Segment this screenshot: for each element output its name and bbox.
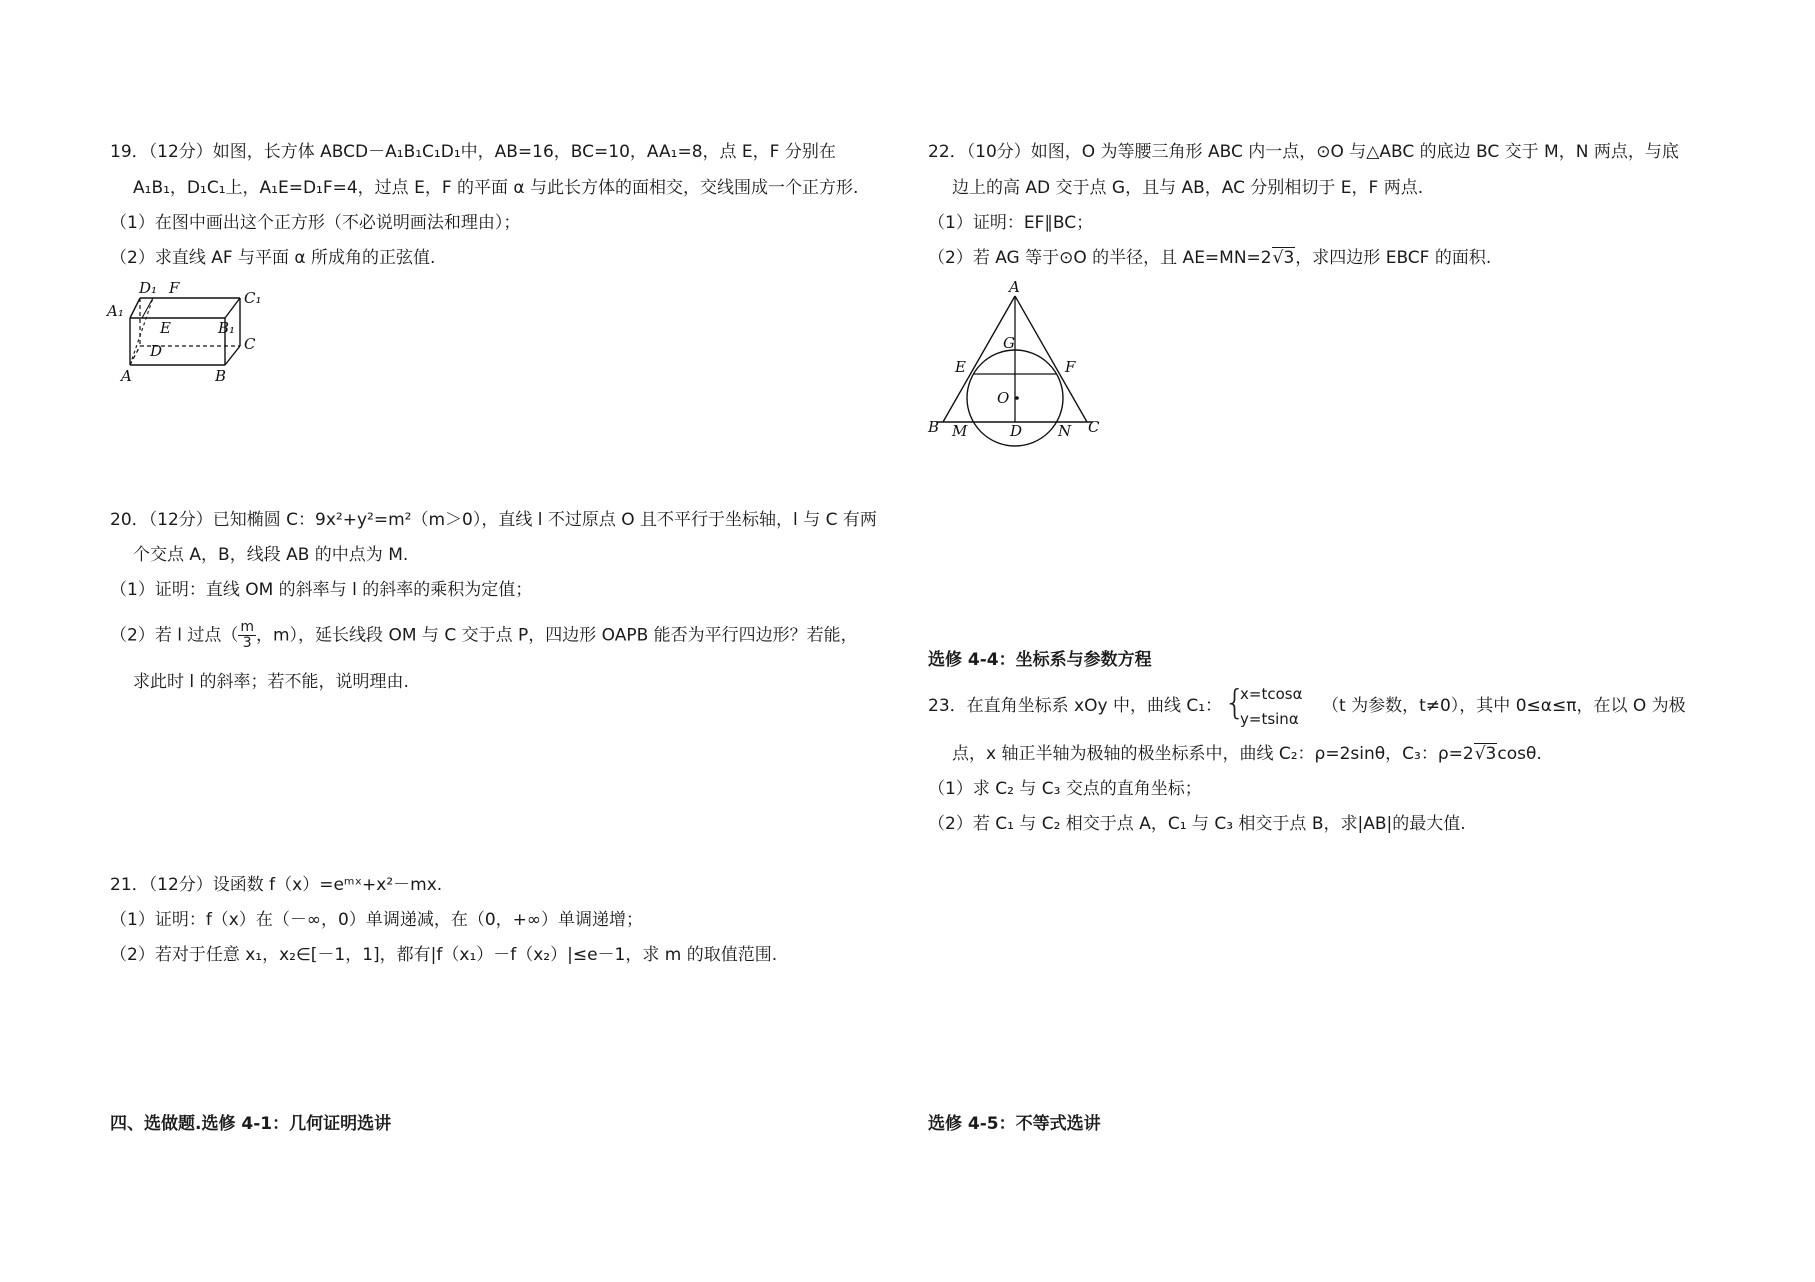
q23-part1: （1）求 C₂ 与 C₃ 交点的直角坐标； <box>928 779 1202 799</box>
label-A: A <box>1009 278 1020 296</box>
label-F: F <box>1065 358 1076 376</box>
label-O: O <box>997 389 1010 407</box>
q23-prefix: 23．在直角坐标系 xOy 中，曲线 C₁： <box>928 696 1223 716</box>
q21-part1: （1）证明：f（x）在（－∞，0）单调递减，在（0，+∞）单调递增； <box>110 910 644 930</box>
label-B1: B₁ <box>218 319 236 337</box>
q23-system-line1: x=tcosα <box>1240 685 1303 703</box>
fraction-m-over-3: $\frac{m}{3}$ <box>240 619 254 651</box>
q23-part2: （2）若 C₁ 与 C₂ 相交于点 A，C₁ 与 C₃ 相交于点 B，求|AB|的最大值. <box>928 814 1466 834</box>
q22-part1: （1）证明：EF∥BC； <box>928 213 1094 233</box>
label-F: F <box>169 279 180 297</box>
q22-line1: 22．（10分）如图，O 为等腰三角形 ABC 内一点，⊙O 与△ABC 的底边 BC 交于 M，N 两点，与底 <box>928 142 1679 162</box>
q22-line2: 边上的高 AD 交于点 G，且与 AB，AC 分别相切于 E，F 两点. <box>952 178 1424 198</box>
sqrt-3: √3 <box>1272 248 1295 268</box>
q19-part2: （2）求直线 AF 与平面 α 所成角的正弦值. <box>110 248 436 268</box>
label-B: B <box>215 367 227 385</box>
label-D: D <box>150 342 163 360</box>
label-D1: D₁ <box>139 279 158 297</box>
q23-suffix: （t 为参数，t≠0），其中 0≤α≤π，在以 O 为极 <box>1322 696 1686 716</box>
label-A: A <box>121 367 132 385</box>
q22-part2: （2）若 AG 等于⊙O 的半径，且 AE=MN=2√3，求四边形 EBCF 的面积. <box>928 248 1492 268</box>
label-C: C <box>244 335 256 353</box>
q19-line2: A₁B₁，D₁C₁上，A₁E=D₁F=4，过点 E，F 的平面 α 与此长方体的面相交，交线围成一个正方形. <box>133 178 859 198</box>
label-C1: C₁ <box>244 289 262 307</box>
q20-part1: （1）证明：直线 OM 的斜率与 l 的斜率的乘积为定值； <box>110 580 533 600</box>
q20-part2: （2）若 l 过点（ $\frac{m}{3}$ ，m），延长线段 OM 与 C 交于点 P，四边形 OAPB 能否为平行四边形？若能， <box>110 619 858 651</box>
q23-system-line2: y=tsinα <box>1240 710 1299 728</box>
label-E: E <box>955 358 966 376</box>
system-brace: { <box>1224 683 1246 723</box>
triangle-circle-figure <box>925 278 1105 456</box>
q19-part1: （1）在图中画出这个正方形（不必说明画法和理由）； <box>110 213 521 233</box>
section-4-heading: 四、选做题.选修 4-1：几何证明选讲 <box>110 1114 392 1134</box>
label-M: M <box>952 422 968 440</box>
q20-line1: 20．（12分）已知椭圆 C：9x²+y²=m²（m＞0），直线 l 不过原点 O 且不平行于坐标轴，l 与 C 有两 <box>110 510 877 530</box>
section-4-4-heading: 选修 4-4：坐标系与参数方程 <box>928 650 1152 670</box>
label-B: B <box>928 418 940 436</box>
q21-line1: 21．（12分）设函数 f（x）=eᵐˣ+x²－mx. <box>110 875 443 895</box>
section-4-5-heading: 选修 4-5：不等式选讲 <box>928 1114 1101 1134</box>
label-G: G <box>1003 334 1015 352</box>
q19-line1: 19．（12分）如图，长方体 ABCD－A₁B₁C₁D₁中，AB=16，BC=10，AA₁=8，点 E，F 分别在 <box>110 142 836 162</box>
sqrt-3-c3: √3 <box>1474 744 1497 764</box>
q20-line2: 个交点 A，B，线段 AB 的中点为 M. <box>133 545 409 565</box>
cuboid-figure <box>105 276 270 391</box>
label-C: C <box>1088 418 1100 436</box>
q23-line2: 点，x 轴正半轴为极轴的极坐标系中，曲线 C₂：ρ=2sinθ，C₃：ρ=2√3cosθ. <box>952 744 1542 764</box>
label-N: N <box>1058 422 1072 440</box>
q21-part2: （2）若对于任意 x₁，x₂∈[－1，1]，都有|f（x₁）－f（x₂）|≤e－1，求 m 的取值范围. <box>110 945 778 965</box>
label-E: E <box>160 319 171 337</box>
q20-part2-line2: 求此时 l 的斜率；若不能，说明理由. <box>133 672 409 692</box>
label-D: D <box>1010 422 1023 440</box>
label-A1: A₁ <box>107 302 124 320</box>
